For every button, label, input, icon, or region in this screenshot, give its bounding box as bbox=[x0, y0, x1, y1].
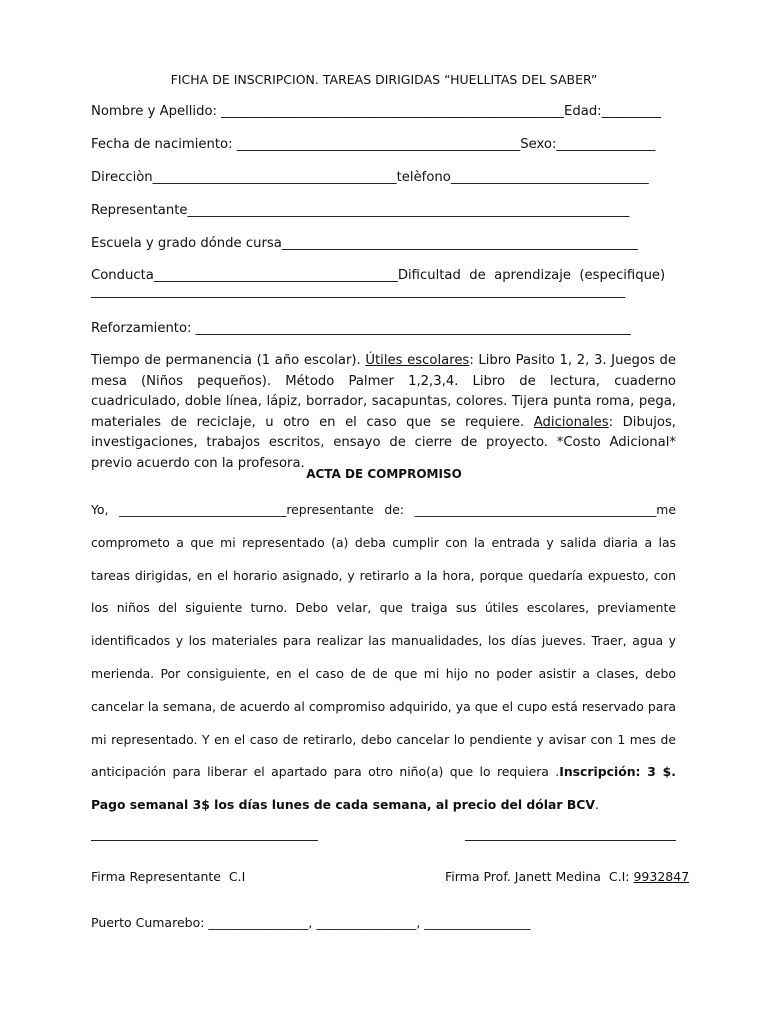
commitment-body: Yo, ___________________________representante de: _______________________________________me comprometo a que mi representado (a) deba cumplir con la entrada y salida diaria a las tareas dirigidas, en el horario asignado, y retirarlo a la hora, porque quedaría expuesto, con los niños del siguiente turno. Debo velar, que traiga sus útiles escolares, previamente identificados y los materiales para realizar las manualidades, los días jueves. Traer, agua y merienda. Por consiguiente, en el caso de de que mi hijo no poder asistir a clases, debo cancelar la semana, de acuerdo al compromiso adquirido, ya que el cupo está reservado para mi representado. Y en el caso de retirarlo, debo cancelar lo pendiente y avisar con 1 mes de anticipación para liberar el apartado para otro niño(a) que lo requiera . bbox=[91, 502, 676, 780]
field-representative: Representante___________________________________________________________________ bbox=[91, 203, 630, 218]
commitment-paragraph bbox=[91, 494, 676, 822]
teacher-signature-line bbox=[465, 840, 676, 841]
form-title: FICHA DE INSCRIPCION. TAREAS DIRIGIDAS “HUELLITAS DEL SABER” bbox=[170, 72, 598, 87]
field-name-age: Nombre y Apellido: ____________________________________________________Edad:_________ bbox=[91, 104, 661, 119]
representative-signature-line bbox=[91, 840, 318, 841]
commitment-title: ACTA DE COMPROMISO bbox=[306, 467, 462, 481]
representative-signature-label: Firma Representante C.I bbox=[91, 869, 246, 884]
field-conduct-difficulty: Conducta_____________________________________Dificultad de aprendizaje (especifique) bbox=[91, 268, 666, 283]
field-difficulty-continuation: _________________________________________________________________________________ bbox=[91, 284, 626, 299]
field-address-phone: Direcciòn_____________________________________telèfono______________________________ bbox=[91, 170, 649, 185]
additional-label: Adicionales bbox=[533, 414, 609, 430]
teacher-name: Firma Prof. Janett Medina C.I: bbox=[445, 869, 634, 884]
field-birthdate-sex: Fecha de nacimiento: ___________________________________________Sexo:_______________ bbox=[91, 137, 656, 152]
field-school-grade: Escuela y grado dónde cursa______________________________________________________ bbox=[91, 236, 638, 251]
teacher-ci: 9932847 bbox=[633, 869, 690, 884]
commitment-payment-terms: Inscripción: 3 $. Pago semanal 3$ los días lunes de cada semana, al precio del dólar BCV bbox=[91, 764, 677, 813]
additional-text: : Dibujos, investigaciones, trabajos escritos, ensayo de cierre de proyecto. *Costo Adicional* previo acuerdo con la profesora. bbox=[91, 414, 676, 471]
commitment-end: . bbox=[594, 797, 599, 813]
field-reinforcement: Reforzamiento: __________________________________________________________________ bbox=[91, 321, 631, 336]
place-date-line: Puerto Cumarebo: ________________, ________________, _________________ bbox=[91, 915, 531, 930]
teacher-signature-label bbox=[445, 869, 689, 884]
supplies-label: Útiles escolares bbox=[365, 353, 470, 368]
school-supplies-paragraph bbox=[91, 351, 676, 474]
duration-text: Tiempo de permanencia (1 año escolar). bbox=[91, 353, 366, 368]
supplies-text: : Libro Pasito 1, 2, 3. Juegos de mesa (Niños pequeños). Método Palmer 1,2,3,4. Libro de lectura, cuaderno cuadriculado, doble línea, lápiz, borrador, sacapuntas, colores. Tijera punta roma, pega, materiales de reciclaje, u otro en el caso que se requiere. bbox=[91, 353, 676, 430]
